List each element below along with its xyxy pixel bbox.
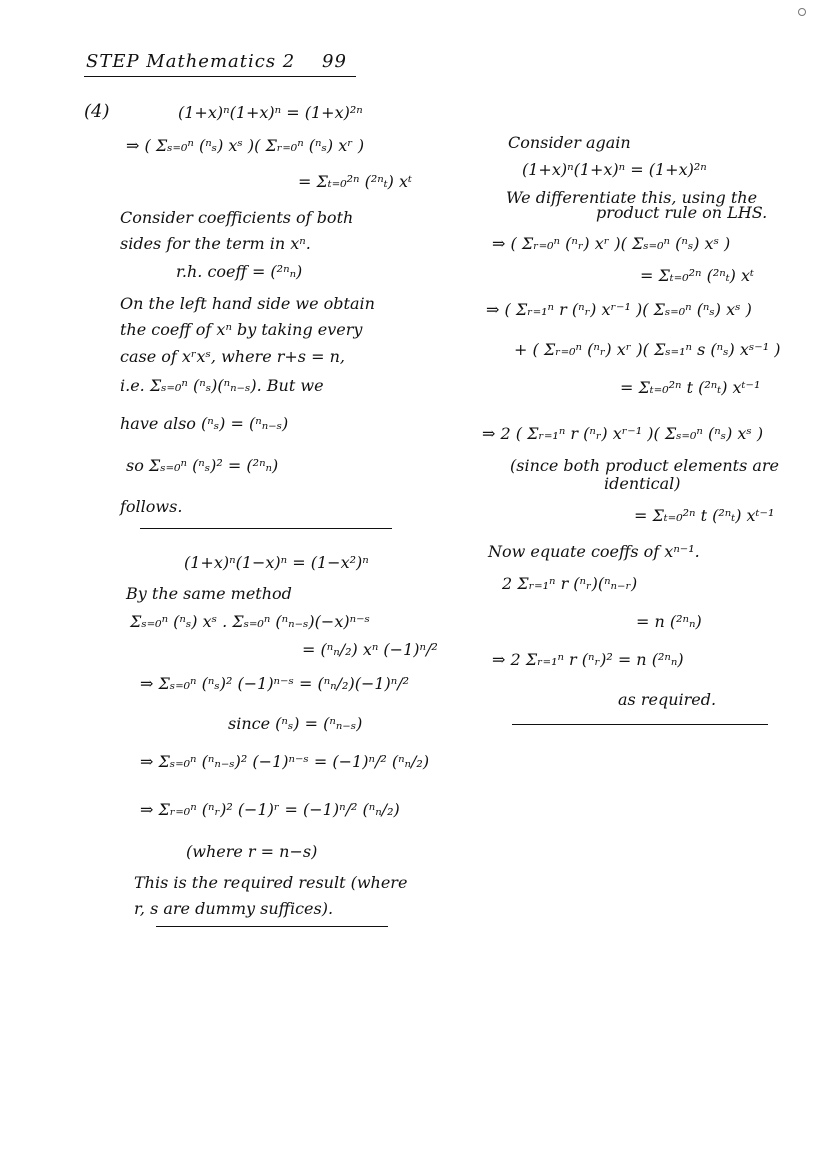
right-line-18: as required. [618,690,717,709]
right-line-15: 2 Σᵣ₌₁ⁿ r (ⁿᵣ)(ⁿₙ₋ᵣ) [502,574,638,593]
left-line-18: ⇒ Σₛ₌₀ⁿ (ⁿₛ)² (−1)ⁿ⁻ˢ = (ⁿₙ/₂)(−1)ⁿ/² [140,674,410,693]
right-line-11: (since both product elements are [510,456,780,475]
left-line-20: ⇒ Σₛ₌₀ⁿ (ⁿₙ₋ₛ)² (−1)ⁿ⁻ˢ = (−1)ⁿ/² (ⁿₙ/₂) [140,752,430,771]
left-line-4: Consider coefficients of both [120,208,354,227]
left-divider-1 [140,528,392,529]
left-line-7: On the left hand side we obtain [120,294,375,313]
page-header-year: 99 [322,51,347,72]
left-line-8: the coeff of xⁿ by taking every [120,320,363,339]
right-line-13: = Σₜ₌₀²ⁿ t (²ⁿₜ) xᵗ⁻¹ [634,506,775,525]
right-line-16: = n (²ⁿₙ) [636,612,702,631]
right-line-2: (1+x)ⁿ(1+x)ⁿ = (1+x)²ⁿ [522,160,707,179]
right-line-6: = Σₜ₌₀²ⁿ (²ⁿₜ) xᵗ [640,266,754,285]
left-line-9: case of xʳxˢ, where r+s = n, [120,347,345,366]
right-line-9: = Σₜ₌₀²ⁿ t (²ⁿₜ) xᵗ⁻¹ [620,378,761,397]
right-line-5: ⇒ ( Σᵣ₌₀ⁿ (ⁿᵣ) xʳ )( Σₛ₌₀ⁿ (ⁿₛ) xˢ ) [492,234,731,253]
right-line-14: Now equate coeffs of xⁿ⁻¹. [488,542,700,561]
right-line-8: + ( Σᵣ₌₀ⁿ (ⁿᵣ) xʳ )( Σₛ₌₁ⁿ s (ⁿₛ) xˢ⁻¹ ) [514,340,781,359]
right-line-17: ⇒ 2 Σᵣ₌₁ⁿ r (ⁿᵣ)² = n (²ⁿₙ) [492,650,684,669]
question-number: (4) [84,101,110,122]
left-line-22: (where r = n−s) [186,842,318,861]
left-line-12: so Σₛ₌₀ⁿ (ⁿₛ)² = (²ⁿₙ) [126,456,279,475]
right-line-7: ⇒ ( Σᵣ₌₁ⁿ r (ⁿᵣ) xʳ⁻¹ )( Σₛ₌₀ⁿ (ⁿₛ) xˢ ) [486,300,752,319]
right-line-1: Consider again [508,133,631,152]
right-line-4: product rule on LHS. [596,203,768,222]
left-line-19: since (ⁿₛ) = (ⁿₙ₋ₛ) [228,714,363,733]
left-divider-2 [156,926,388,927]
right-divider [512,724,768,725]
left-line-24: r, s are dummy suffices). [134,899,334,918]
left-line-21: ⇒ Σᵣ₌₀ⁿ (ⁿᵣ)² (−1)ʳ = (−1)ⁿ/² (ⁿₙ/₂) [140,800,400,819]
left-line-13: follows. [120,497,183,516]
right-line-10: ⇒ 2 ( Σᵣ₌₁ⁿ r (ⁿᵣ) xʳ⁻¹ )( Σₛ₌₀ⁿ (ⁿₛ) xˢ ) [482,424,764,443]
left-line-5: sides for the term in xⁿ. [120,234,311,253]
header-underline [84,76,356,77]
page-header-title: STEP Mathematics 2 [86,51,296,72]
left-line-23: This is the required result (where [134,873,408,892]
left-line-6: r.h. coeff = (²ⁿₙ) [176,262,303,281]
left-line-2: ⇒ ( Σₛ₌₀ⁿ (ⁿₛ) xˢ )( Σᵣ₌₀ⁿ (ⁿₛ) xʳ ) [126,136,365,155]
left-line-17: = (ⁿₙ/₂) xⁿ (−1)ⁿ/² [302,640,438,659]
left-line-16: Σₛ₌₀ⁿ (ⁿₛ) xˢ . Σₛ₌₀ⁿ (ⁿₙ₋ₛ)(−x)ⁿ⁻ˢ [130,612,370,631]
corner-mark [798,8,806,16]
right-line-12: identical) [604,474,681,493]
left-line-10: i.e. Σₛ₌₀ⁿ (ⁿₛ)(ⁿₙ₋ₛ). But we [120,376,324,395]
left-line-15: By the same method [126,584,292,603]
left-line-3: = Σₜ₌₀²ⁿ (²ⁿₜ) xᵗ [298,172,412,191]
left-line-11: have also (ⁿₛ) = (ⁿₙ₋ₛ) [120,414,289,433]
left-line-14: (1+x)ⁿ(1−x)ⁿ = (1−x²)ⁿ [184,553,369,572]
left-line-1: (1+x)ⁿ(1+x)ⁿ = (1+x)²ⁿ [178,103,363,122]
right-line-3: We differentiate this, using the [506,188,758,207]
